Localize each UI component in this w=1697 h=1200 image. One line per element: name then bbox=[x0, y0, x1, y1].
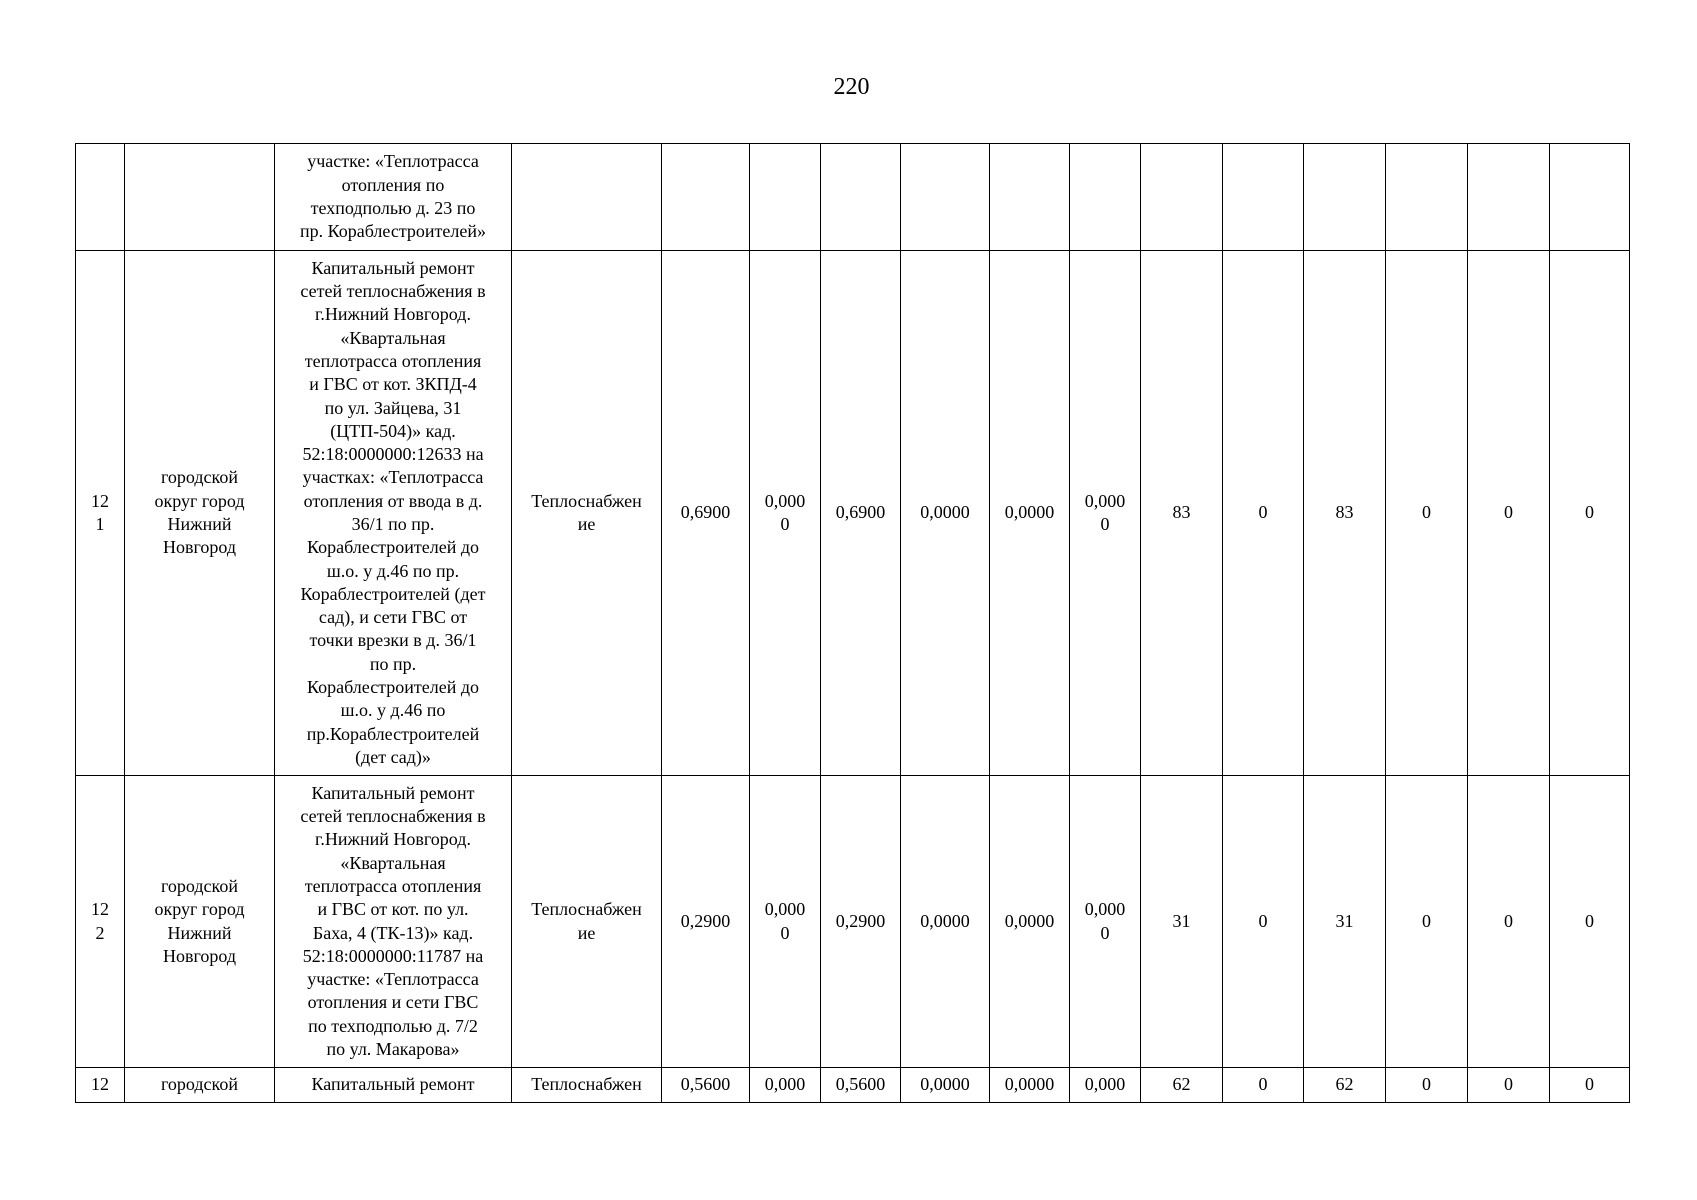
object-description-cell bbox=[275, 144, 512, 251]
cell-text-line: (дет сад)» bbox=[355, 746, 431, 767]
value-cell-11 bbox=[1468, 144, 1550, 251]
value-cell-4 bbox=[901, 251, 990, 776]
municipality-cell bbox=[125, 144, 275, 251]
table-row bbox=[76, 1068, 1630, 1103]
cell-text-line: ие bbox=[577, 514, 596, 534]
cell-text-line: сетей теплоснабжения в bbox=[300, 281, 486, 302]
cell-text-line: 0,000 bbox=[1084, 899, 1126, 920]
value-cell-1 bbox=[662, 144, 750, 251]
cell-text-line: Новгород bbox=[162, 945, 237, 966]
cell-text-line: 0 bbox=[1258, 502, 1268, 523]
object-description-cell bbox=[275, 776, 512, 1068]
cell-text-line: Капитальный ремонт bbox=[311, 1074, 475, 1094]
cell-text-line: по техподполью д. 7/2 bbox=[308, 1015, 478, 1036]
value-cell-8 bbox=[1223, 251, 1304, 776]
cell-text-line: 0,2900 bbox=[680, 910, 731, 931]
municipality-cell bbox=[125, 1068, 275, 1103]
value-cell-2 bbox=[750, 1068, 821, 1103]
cell-text-line: 83 bbox=[1335, 502, 1354, 523]
table-row bbox=[76, 144, 1630, 251]
value-cell-10 bbox=[1386, 144, 1468, 251]
cell-text-line: округ город bbox=[154, 899, 245, 920]
value-cell-4 bbox=[901, 776, 990, 1068]
row-number-cell bbox=[76, 1068, 125, 1103]
cell-text-line: 0 bbox=[1100, 514, 1110, 534]
value-cell-5 bbox=[990, 1068, 1070, 1103]
sector-cell bbox=[512, 1068, 662, 1103]
cell-text-line: Кораблестроителей до bbox=[306, 537, 480, 558]
cell-text-line: 12 bbox=[91, 899, 109, 920]
cell-text-line: 0,2900 bbox=[835, 910, 886, 931]
cell-text-line: городской bbox=[160, 875, 239, 896]
cell-text-line: 0 bbox=[780, 922, 790, 943]
cell-text-line: Теплоснабжен bbox=[531, 899, 642, 920]
value-cell-6 bbox=[1070, 776, 1141, 1068]
value-cell-3 bbox=[821, 251, 901, 776]
cell-text-line: и ГВС от кот. ЗКПД-4 bbox=[309, 374, 477, 395]
value-cell-10 bbox=[1386, 251, 1468, 776]
row-number-cell bbox=[76, 144, 125, 251]
cell-text-line: 36/1 по пр. bbox=[351, 514, 435, 534]
cell-text-line: и ГВС от кот. по ул. bbox=[317, 899, 469, 920]
cell-text-line: пр.Кораблестроителей bbox=[306, 723, 480, 744]
cell-text-line: 52:18:0000000:12633 на bbox=[302, 444, 484, 465]
cell-text-line: 83 bbox=[1172, 502, 1191, 523]
value-cell-2 bbox=[750, 251, 821, 776]
sector-cell bbox=[512, 144, 662, 251]
value-cell-9 bbox=[1304, 251, 1386, 776]
municipality-cell bbox=[125, 776, 275, 1068]
cell-text-line: 0,000 bbox=[1084, 1074, 1126, 1094]
cell-text-line: г.Нижний Новгород. bbox=[315, 304, 471, 325]
value-cell-8 bbox=[1223, 144, 1304, 251]
value-cell-4 bbox=[901, 144, 990, 251]
cell-text-line: 0,6900 bbox=[835, 502, 886, 523]
cell-text-line: 31 bbox=[1172, 910, 1191, 931]
value-cell-6 bbox=[1070, 251, 1141, 776]
cell-text-line: сад), и сети ГВС от bbox=[318, 607, 468, 628]
cell-text-line: по ул. Макарова» bbox=[326, 1038, 460, 1059]
cell-text-line: ие bbox=[577, 922, 596, 943]
value-cell-11 bbox=[1468, 251, 1550, 776]
value-cell-8 bbox=[1223, 1068, 1304, 1103]
cell-text-line: ш.о. у д.46 по пр. bbox=[326, 560, 460, 581]
value-cell-9 bbox=[1304, 1068, 1386, 1103]
object-description-cell bbox=[275, 1068, 512, 1103]
cell-text-line: 0,0000 bbox=[1004, 910, 1055, 931]
cell-text-line: Кораблестроителей (дет bbox=[300, 583, 486, 604]
value-cell-2 bbox=[750, 144, 821, 251]
value-cell-12 bbox=[1550, 1068, 1630, 1103]
row-number-cell bbox=[76, 776, 125, 1068]
value-cell-1 bbox=[662, 251, 750, 776]
value-cell-12 bbox=[1550, 776, 1630, 1068]
cell-text-line: 0,000 bbox=[764, 490, 806, 511]
value-cell-8 bbox=[1223, 776, 1304, 1068]
cell-text-line: 0,0000 bbox=[920, 1074, 970, 1094]
value-cell-6 bbox=[1070, 1068, 1141, 1103]
cell-text-line: 0,5600 bbox=[835, 1074, 886, 1094]
municipality-cell bbox=[125, 251, 275, 776]
value-cell-3 bbox=[821, 1068, 901, 1103]
value-cell-5 bbox=[990, 776, 1070, 1068]
cell-text-line: 0 bbox=[1504, 1074, 1513, 1094]
cell-text-line: 0 bbox=[1504, 502, 1513, 523]
cell-text-line: Нижний bbox=[167, 922, 232, 943]
cell-text-line: 0 bbox=[1585, 1074, 1594, 1094]
value-cell-12 bbox=[1550, 251, 1630, 776]
object-description-cell bbox=[275, 251, 512, 776]
cell-text-line: 0 bbox=[1422, 910, 1431, 931]
value-cell-5 bbox=[990, 251, 1070, 776]
value-cell-2 bbox=[750, 776, 821, 1068]
cell-text-line: 0 bbox=[1258, 1074, 1268, 1094]
cell-text-line: 0,0000 bbox=[1004, 1074, 1055, 1094]
cell-text-line: 62 bbox=[1172, 1074, 1191, 1094]
cell-text-line: 12 bbox=[91, 490, 109, 511]
cell-text-line: 0,000 bbox=[1084, 490, 1126, 511]
value-cell-9 bbox=[1304, 776, 1386, 1068]
cell-text-line: Нижний bbox=[167, 514, 232, 534]
cell-text-line: 31 bbox=[1335, 910, 1354, 931]
cell-text-line: «Квартальная bbox=[340, 852, 446, 873]
cell-text-line: пр. Кораблестроителей» bbox=[299, 221, 487, 242]
cell-text-line: Капитальный ремонт bbox=[311, 257, 475, 278]
cell-text-line: теплотрасса отопления bbox=[304, 350, 482, 371]
sector-cell bbox=[512, 251, 662, 776]
cell-text-line: 0 bbox=[1422, 1074, 1431, 1094]
cell-text-line: 12 bbox=[91, 1074, 109, 1094]
value-cell-3 bbox=[821, 144, 901, 251]
value-cell-12 bbox=[1550, 144, 1630, 251]
cell-text-line: 2 bbox=[95, 922, 105, 943]
value-cell-1 bbox=[662, 1068, 750, 1103]
cell-text-line: точки врезки в д. 36/1 bbox=[309, 630, 477, 651]
cell-text-line: 0 bbox=[1585, 502, 1594, 523]
cell-text-line: Теплоснабжен bbox=[531, 1074, 642, 1094]
cell-text-line: 0 bbox=[1100, 922, 1110, 943]
cell-text-line: г.Нижний Новгород. bbox=[315, 829, 471, 850]
cell-text-line: отопления по bbox=[341, 174, 445, 195]
cell-text-line: отопления от ввода в д. bbox=[303, 490, 483, 511]
value-cell-10 bbox=[1386, 776, 1468, 1068]
value-cell-7 bbox=[1141, 776, 1223, 1068]
value-cell-9 bbox=[1304, 144, 1386, 251]
value-cell-7 bbox=[1141, 251, 1223, 776]
cell-text-line: Новгород bbox=[162, 537, 237, 558]
value-cell-11 bbox=[1468, 776, 1550, 1068]
row-number-cell bbox=[76, 251, 125, 776]
table-row bbox=[76, 776, 1630, 1068]
cell-text-line: отопления и сети ГВС bbox=[307, 992, 479, 1013]
cell-text-line: 1 bbox=[95, 514, 105, 534]
cell-text-line: 0 bbox=[780, 514, 790, 534]
cell-text-line: ш.о. у д.46 по bbox=[340, 700, 446, 721]
sector-cell bbox=[512, 776, 662, 1068]
cell-text-line: участке: «Теплотрасса bbox=[307, 151, 479, 172]
cell-text-line: 0,000 bbox=[764, 1074, 806, 1094]
value-cell-1 bbox=[662, 776, 750, 1068]
cell-text-line: (ЦТП-504)» кад. bbox=[330, 420, 456, 441]
value-cell-3 bbox=[821, 776, 901, 1068]
value-cell-6 bbox=[1070, 144, 1141, 251]
table-row bbox=[76, 251, 1630, 776]
value-cell-4 bbox=[901, 1068, 990, 1103]
cell-text-line: техподполью д. 23 по bbox=[310, 198, 476, 218]
cell-text-line: Теплоснабжен bbox=[531, 490, 642, 511]
cell-text-line: округ город bbox=[154, 490, 245, 511]
cell-text-line: Капитальный ремонт bbox=[311, 782, 475, 803]
cell-text-line: по ул. Зайцева, 31 bbox=[324, 397, 462, 418]
value-cell-10 bbox=[1386, 1068, 1468, 1103]
cell-text-line: 0 bbox=[1585, 910, 1594, 931]
cell-text-line: Баха, 4 (ТК-13)» кад. bbox=[312, 922, 474, 943]
cell-text-line: 0 bbox=[1504, 910, 1513, 931]
cell-text-line: городской bbox=[160, 1074, 239, 1094]
cell-text-line: 0,000 bbox=[764, 899, 806, 920]
value-cell-5 bbox=[990, 144, 1070, 251]
cell-text-line: 0,0000 bbox=[1004, 502, 1055, 523]
page-number: 220 bbox=[833, 74, 870, 100]
cell-text-line: 62 bbox=[1335, 1074, 1354, 1094]
cell-text-line: теплотрасса отопления bbox=[304, 875, 482, 896]
cell-text-line: 0,6900 bbox=[680, 502, 731, 523]
cell-text-line: участке: «Теплотрасса bbox=[307, 969, 479, 990]
cell-text-line: 0,5600 bbox=[680, 1074, 731, 1094]
cell-text-line: «Квартальная bbox=[340, 327, 446, 348]
cell-text-line: 52:18:0000000:11787 на bbox=[302, 945, 484, 966]
cell-text-line: Кораблестроителей до bbox=[306, 677, 480, 698]
value-cell-7 bbox=[1141, 144, 1223, 251]
cell-text-line: 0 bbox=[1422, 502, 1431, 523]
cell-text-line: городской bbox=[160, 467, 239, 488]
cell-text-line: по пр. bbox=[369, 653, 417, 674]
cell-text-line: 0,0000 bbox=[920, 502, 970, 523]
value-cell-11 bbox=[1468, 1068, 1550, 1103]
cell-text-line: 0 bbox=[1258, 910, 1268, 931]
data-table bbox=[75, 143, 1630, 1103]
cell-text-line: 0,0000 bbox=[920, 910, 970, 931]
cell-text-line: сетей теплоснабжения в bbox=[300, 806, 486, 827]
value-cell-7 bbox=[1141, 1068, 1223, 1103]
cell-text-line: участках: «Теплотрасса bbox=[302, 467, 484, 488]
